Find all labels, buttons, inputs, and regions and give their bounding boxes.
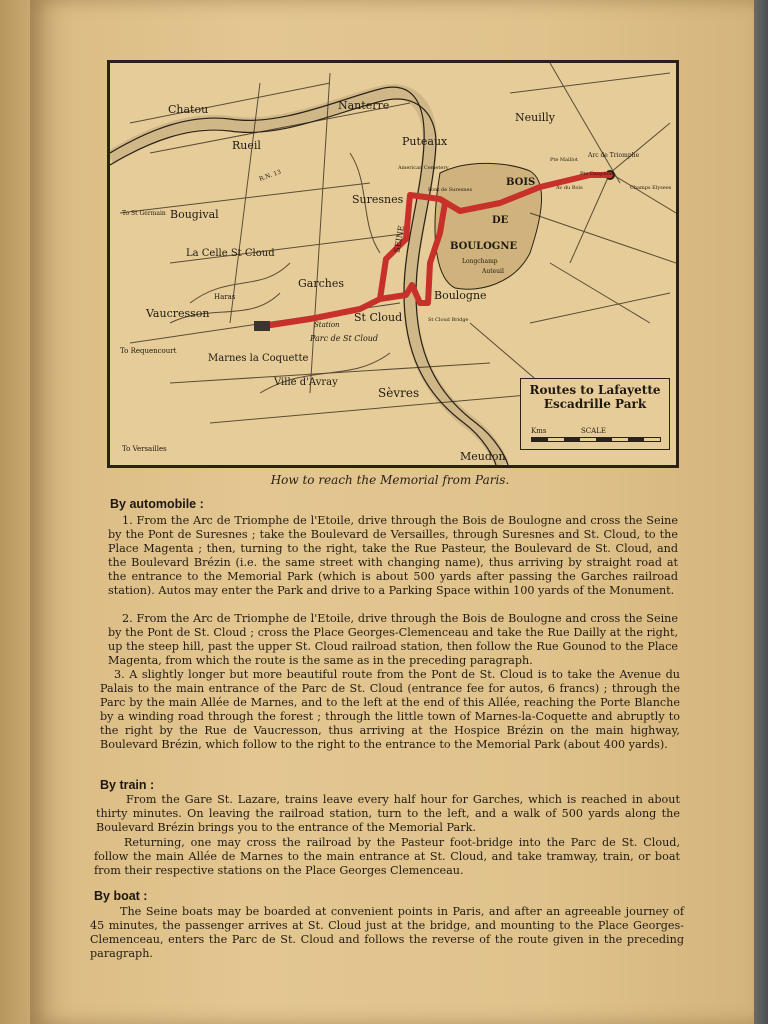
heading-train: By train :: [100, 778, 155, 792]
map-legend: [520, 378, 670, 450]
label-chatou: Chatou: [168, 103, 209, 116]
label-st-cloud: St Cloud: [354, 311, 403, 324]
label-garches: Garches: [298, 277, 345, 290]
scale-units: Kms: [531, 427, 547, 435]
label-meudon: Meudon: [460, 450, 506, 463]
adjacent-page-edge: [0, 0, 31, 1024]
train-para-2: Returning, one may cross the railroad by the Pasteur foot-bridge into the Parc de St. Cloud, follow the main Allée de Marnes to the main entrance at St. Cloud, and take tramway, train, or boat from their respective stations on the Place Georges Clemenceau.: [94, 836, 680, 877]
legend-title: Routes to Lafayette Escadrille Park: [529, 383, 661, 411]
label-la-celle: La Celle St Cloud: [186, 248, 275, 259]
label-arc-de-triomphe: Arc de Triomphe: [588, 152, 640, 159]
table-background: [754, 0, 768, 1024]
label-boulogne-bois: BOULOGNE: [450, 241, 518, 252]
train-para-1: From the Gare St. Lazare, trains leave every half hour for Garches, which is reached in about thirty minutes. On leaving the railroad station, turn to the left, and a walk of 500 yards along the Boulevard Brézin brings you to the entrance of the Memorial Park.: [96, 793, 680, 834]
label-ville-davray: Ville d'Avray: [274, 377, 338, 388]
label-bougival: Bougival: [170, 208, 219, 221]
heading-boat: By boat :: [94, 889, 148, 903]
label-puteaux: Puteaux: [402, 135, 448, 148]
label-to-versailles: To Versailles: [122, 445, 167, 453]
label-to-requencourt: To Requencourt: [120, 347, 177, 355]
label-rueil: Rueil: [232, 139, 261, 152]
heading-automobile: By automobile :: [110, 497, 204, 511]
label-station: Station: [314, 321, 340, 329]
scale-bar: [531, 437, 661, 442]
label-auteuil: Auteuil: [482, 268, 504, 275]
label-longchamp: Longchamp: [462, 258, 498, 265]
label-seine: SEINE: [392, 224, 407, 254]
label-sevres: Sèvres: [378, 386, 420, 400]
label-pont-suresnes: Pont de Suresnes: [428, 187, 473, 193]
automobile-para-1: 1. From the Arc de Triomphe de l'Etoile, drive through the Bois de Boulogne and cross the Seine by the Pont de Suresnes ; take the Boulevard de Versailles, through Suresnes and St. Cloud, to the Place Magenta ; then, turning to the right, take the Rue Pasteur, the Boulevard de St. Cloud, and the Boulevard Brézin (i.e. the same street with changing name), thus arriving by straight road at the entrance to the Memorial Park (which is about 500 yards after passing the Garches railroad station). Autos may enter the Park and drive to a Parking Space within 100 yards of the Monument.: [108, 514, 678, 597]
label-st-germain: To St Germain: [122, 210, 166, 217]
label-pte-maillot: Pte Maillot: [550, 157, 578, 163]
label-marnes: Marnes la Coquette: [208, 353, 309, 364]
scale-label: SCALE: [581, 427, 606, 435]
label-boulogne: Boulogne: [434, 289, 487, 302]
label-st-cloud-bridge: St Cloud Bridge: [428, 317, 469, 323]
label-suresnes: Suresnes: [352, 193, 404, 206]
label-bois: BOIS: [506, 177, 536, 188]
label-vaucresson: Vaucresson: [146, 307, 210, 320]
label-pte-dauphine: Pte Dauphine: [580, 171, 615, 177]
label-haras: Haras: [214, 293, 236, 301]
label-de: DE: [492, 215, 509, 226]
boat-para-1: The Seine boats may be boarded at convenient points in Paris, and after an agreeable journey of 45 minutes, the passenger arrives at St. Cloud just at the bridge, and mounting to the Place Georges-Clemenceau, enters the Parc de St. Cloud and follows the reverse of the route given in the preceding paragraph.: [90, 905, 684, 960]
label-champs-elysees: Champs Elysees: [630, 185, 672, 191]
label-rn13: R.N. 13: [258, 168, 283, 183]
label-parc: Parc de St Cloud: [310, 334, 379, 343]
label-american-cemetery: American Cemetery: [398, 165, 449, 171]
map-caption: How to reach the Memorial from Paris.: [270, 473, 510, 487]
automobile-para-2: 2. From the Arc de Triomphe de l'Etoile, drive through the Bois de Boulogne and cross the Seine by the Pont de St. Cloud ; cross the Place Georges-Clemenceau and take the Rue Dailly at the right, up the steep hill, past the upper St. Cloud railroad station, then follow the Rue Gounod to the Place Magenta, from which the route is the same as in the preceding paragraph.: [108, 612, 678, 667]
label-nanterre: Nanterre: [338, 99, 390, 112]
label-av-du-bois: Av du Bois: [556, 185, 583, 191]
label-neuilly: Neuilly: [515, 111, 555, 124]
automobile-para-3: 3. A slightly longer but more beautiful route from the Pont de St. Cloud is to take the Avenue du Palais to the main entrance of the Parc de St. Cloud (entrance fee for autos, 6 francs) ; through the Parc by the main Allée de Marnes, and to the left at the end of this Allée, reaching the Porte Blanche by a winding road through the forest ; through the little town of Marnes-la-Coquette and abruptly to the right by the Rue de Vaucresson, thus arriving at the Hospice Brézin on the main highway, Boulevard Brézin, which follow to the right to the entrance to the Memorial Park (about 400 yards).: [100, 668, 680, 751]
